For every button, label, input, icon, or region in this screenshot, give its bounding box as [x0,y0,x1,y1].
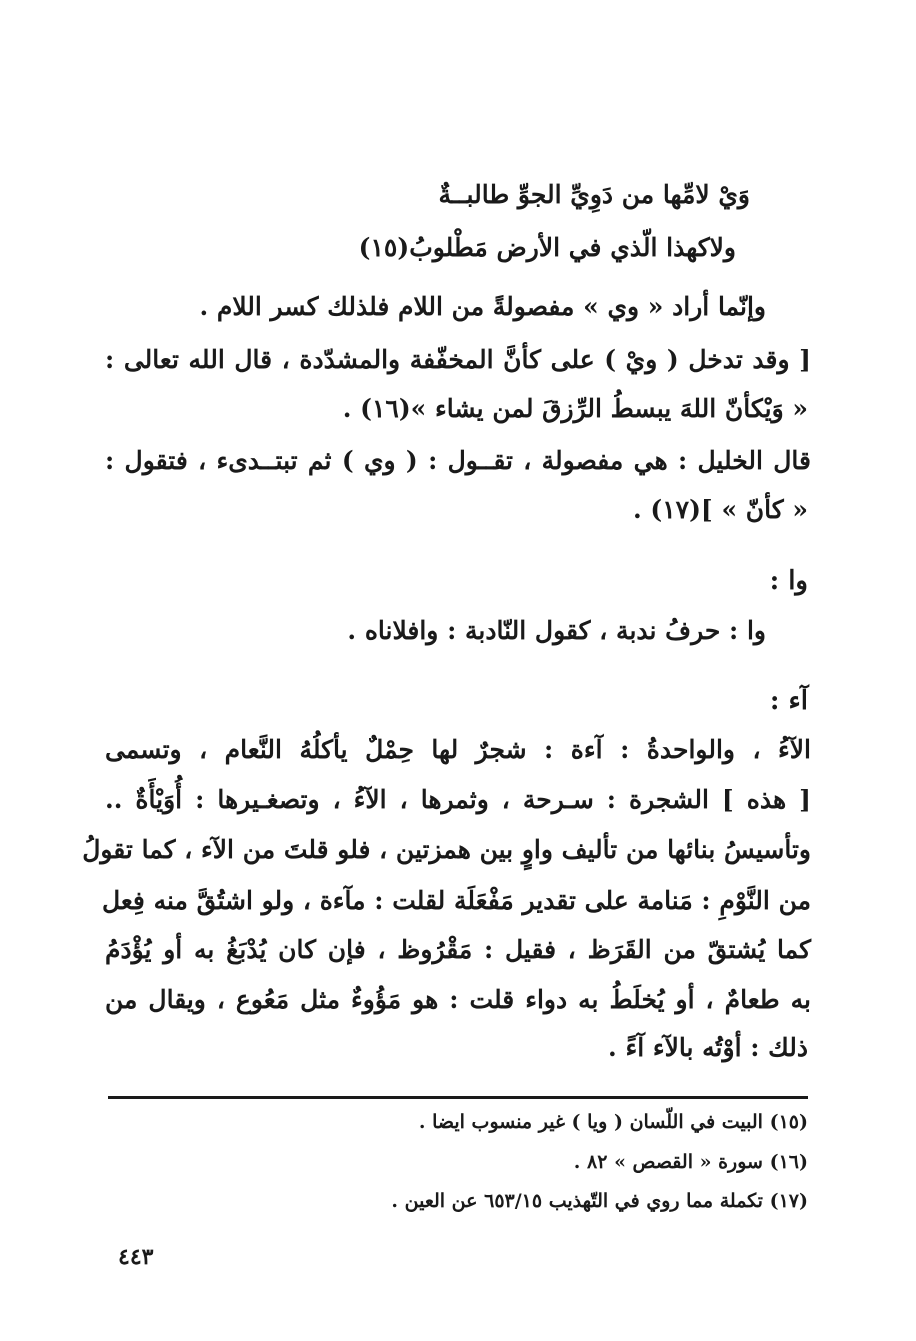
footnote-divider [108,1096,808,1099]
page-number: ٤٤٣ [118,1244,154,1270]
aa-line-2: [ هذه ] الشجرة : سـرحة ، وثمرها ، الآءُ ، وتصغـيرها : أُوَيْأَةٌ .. [105,785,811,814]
body-line-3: « وَيْكأنّ اللهَ يبسطُ الرِّزقَ لمن يشاء »(١٦) . [342,394,808,423]
aa-line-5: كما يُشتقّ من القَرَظ ، فقيل : مَقْرُوظ ، فإن كان يُدْبَغُ به أو يُؤْدَمُ [105,935,811,964]
body-line-1: وإنّما أراد « وي » مفصولةً من اللام فلذلك كسر اللام . [199,292,766,321]
aa-line-3: وتأسيسُ بنائها من تأليف واوٍ بين همزتين ، فلو قلتَ من الآء ، كما تقولُ [82,835,811,864]
heading-aa: آء : [769,686,808,716]
aa-line-7: ذلك : أوْتُه بالآء آءً . [608,1033,808,1062]
aa-line-4: من النَّوْمِ : مَنامة على تقدير مَفْعَلَة لقلت : مآءة ، ولو اشتُقَّ منه فِعل [101,886,811,915]
aa-line-6: به طعامٌ ، أو يُخلَطُ به دواء قلت : هو مَؤُوءٌ مثل مَعُوع ، ويقال من [105,985,811,1014]
footnote-16: (١٦) سورة « القصص » ٨٢ . [573,1151,808,1173]
footnote-15: (١٥) البيت في اللّسان ( ويا ) غير منسوب ايضا . [418,1111,808,1133]
footnote-17: (١٧) تكملة مما روي في التّهذيب ٦٥٣/١٥ عن العين . [391,1190,808,1212]
heading-wa: وا : [769,566,808,596]
verse-line-2: ولاكهذا الّذي في الأرض مَطْلوبُ(١٥) [358,233,736,262]
body-line-2: [ وقد تدخل ( ويْ ) على كأنَّ المخفّفة والمشدّدة ، قال الله تعالى : [105,345,811,374]
aa-line-1: الآءُ ، والواحدةُ : آءة : شجرٌ لها حِمْلٌ يأكلُهُ النَّعام ، وتسمى [105,735,811,764]
wa-definition: وا : حرفُ ندبة ، كقول النّادبة : وافلاناه . [347,616,766,645]
body-line-5: « كأنّ » ](١٧) . [632,495,808,524]
body-line-4: قال الخليل : هي مفصولة ، تقــول : ( وي ) ثم تبتــدىء ، فتقول : [105,446,811,475]
verse-line-1: وَيْ لامِّها من دَوِيِّ الجوِّ طالبــةٌ [438,180,750,209]
